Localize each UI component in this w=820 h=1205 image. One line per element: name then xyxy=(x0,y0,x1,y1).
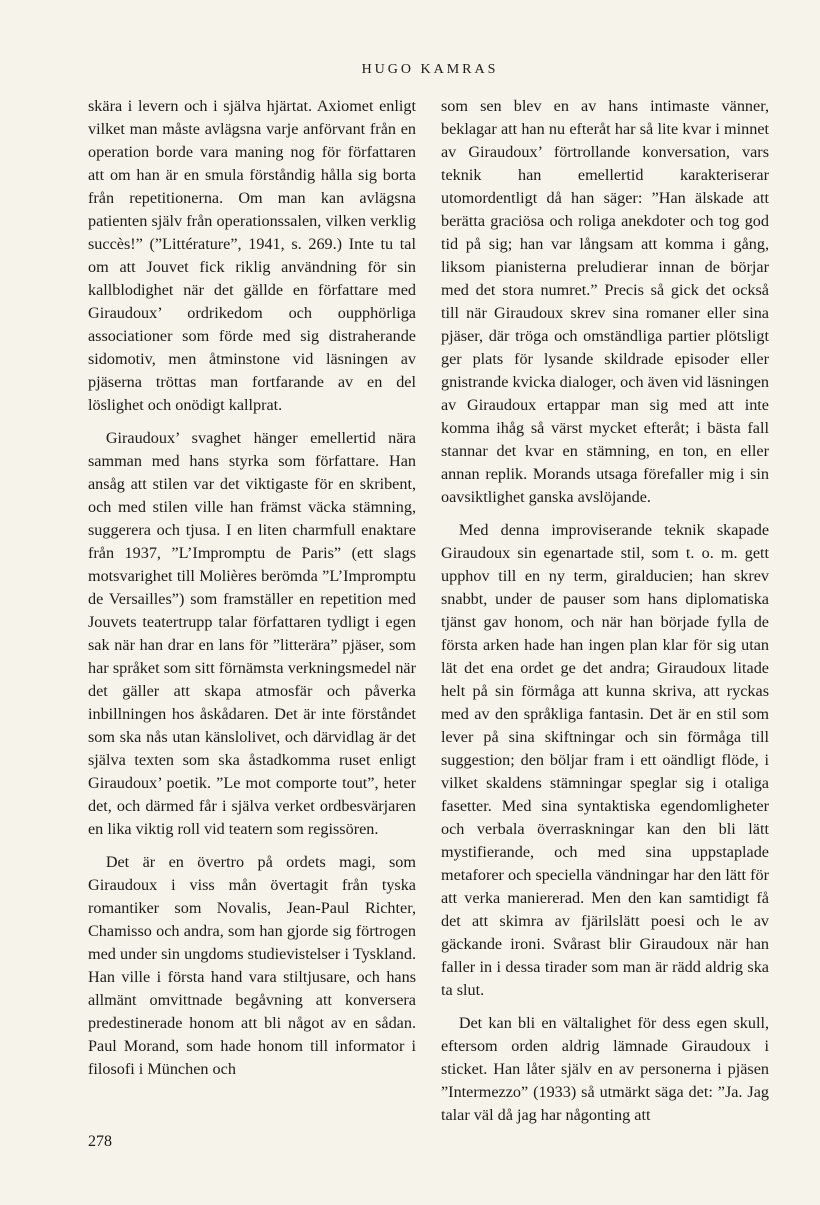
left-column xyxy=(88,95,416,1091)
paragraph: Med denna improviserande teknik skapade Giraudoux sin egenartade stil, som t. o. m. gett upphov till en ny term, giralducien; han skrev snabbt, under de pauser som hans diplomatiska tjänst gav honom, och när han började fylla de första arken hade han ingen plan klar för sig utan lät det ena ordet ge det andra; Giraudoux litade helt på sin förmåga att kunna skriva, att ryckas med av den språkliga fantasin. Det är en stil som lever på sina skiftningar och sin förmåga till suggestion; den böljar fram i ett oändligt flöde, i vilket skaldens stämningar speglar sig i otaliga fasetter. Med sina syntaktiska egendomligheter och verbala överraskningar kan den bli lätt mystifierande, och med sina uppstaplade metaforer och speciella vändningar har den lätt för att verka maniererad. Men den kan samtidigt få det att skimra av fjärilslätt poesi och le av gäckande ironi. Svårast blir Giraudoux när han faller in i dessa tirader som man är rädd aldrig ska ta slut. xyxy=(441,521,769,999)
page-number: 278 xyxy=(88,1133,112,1150)
paragraph: som sen blev en av hans intimaste vänner, beklagar att han nu efteråt har så lite kvar i minnet av Giraudoux’ förtrollande konversation, vars teknik han emellertid karakteriserar utomordentligt då han säger: ”Han älskade att berätta graciösa och roliga anekdoter och tog god tid på sig; han var långsam att komma i gång, liksom pianisterna preludierar innan de börjar med det stora numret.” Precis så gick det också till när Giraudoux skrev sina romaner eller sina pjäser, där tröga och omständliga partier plötsligt ger plats för lysande skildrade episoder eller gnistrande kvicka dialoger, och även vid läsningen av Giraudoux ertappar man sig med att inte komma ihåg så värst mycket efteråt; i bästa fall stannar det kvar en stämning, en ton, en eller annan replik. Morands utsaga förefaller mig i sin oavsiktlighet ganska avslöjande. xyxy=(441,97,769,506)
right-column xyxy=(441,95,769,1137)
paragraph: Det kan bli en vältalighet för dess egen skull, eftersom orden aldrig lämnade Giraudoux i sticket. Han låter själv en av personerna i pjäsen ”Intermezzo” (1933) så utmärkt säga det: ”Ja. Jag talar väl då jag har någonting att xyxy=(441,1014,769,1124)
paragraph: Giraudoux’ svaghet hänger emellertid nära samman med hans styrka som författare. Han ansåg att stilen var det viktigaste för en skribent, och med stilen ville han främst väcka stämning, suggerera och tjusa. I en liten charmfull enaktare från 1937, ”L’Impromptu de Paris” (ett slags motsvarighet till Molières berömda ”L’Impromptu de Versailles”) som framställer en repetition med Jouvets teatertrupp talar författaren tydligt i egen sak när han drar en lans för ”litterära” pjäser, som har språket som sitt förnämsta verkningsmedel när det gäller att skapa atmosfär och påverka inbillningen hos åskådaren. Det är inte förståndet som ska nås utan känslolivet, och därvidlag är det själva texten som ska åstadkomma ruset enligt Giraudoux’ poetik. ”Le mot comporte tout”, heter det, och därmed får i själva verket ordbesvärjaren en lika viktig roll vid teatern som regissören. xyxy=(88,429,416,838)
running-head: HUGO KAMRAS xyxy=(361,62,499,77)
paragraph: skära i levern och i själva hjärtat. Axiomet enligt vilket man måste avlägsna varje anförvant från en operation borde vara maning nog för författaren att om han är en smula förståndig hålla sig borta från repetitionerna. Om man kan avlägsna patienten själv från operationssalen, vilken verklig succès!” (”Littérature”, 1941, s. 269.) Inte tu tal om att Jouvet fick riklig användning för sin kallblodighet när det gällde en författare med Giraudoux’ ordrikedom och oupphörliga associationer som förde med sig distraherande sidomotiv, men åtminstone vid läsningen av pjäserna tröttas man fortfarande av en del löslighet och onödigt kallprat. xyxy=(88,97,416,414)
paragraph: Det är en övertro på ordets magi, som Giraudoux i viss mån övertagit från tyska romantiker som Novalis, Jean-Paul Richter, Chamisso och andra, som han gjorde sig förtrogen med under sin ungdoms studievistelser i Tyskland. Han ville i första hand vara stiltjusare, och hans allmänt omvittnade begåvning att konversera predestinerade honom att bli något av en sådan. Paul Morand, som hade honom till informator i filosofi i München och xyxy=(88,853,416,1078)
